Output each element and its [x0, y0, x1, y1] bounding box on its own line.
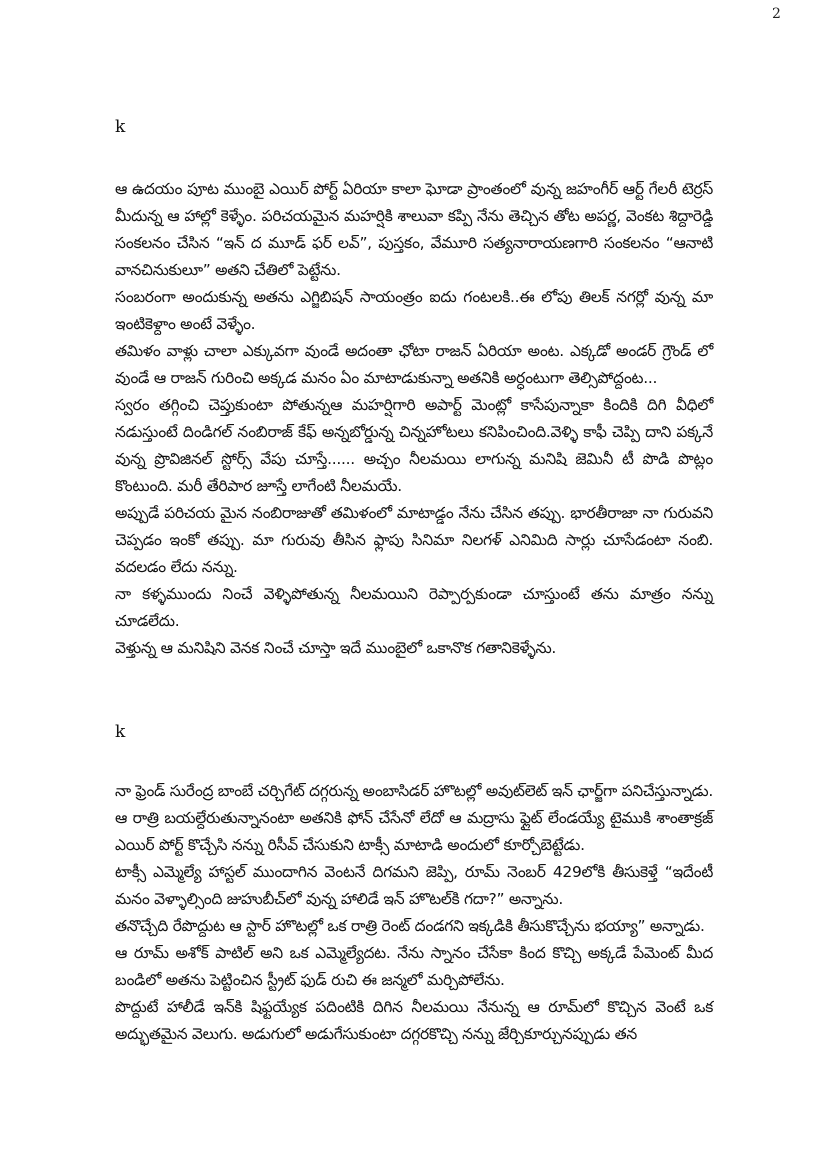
paragraph: ఆ రాత్రి బయల్దేరుతున్నానంటా అతనికి ఫోన్ చేసేనో లేదో ఆ మద్రాసు ఫ్లైట్ లేండయ్యే టైముకి శాంతాక్రజ్ ఎయిర్ పోర్ట్ కొచ్చేసి నన్ను రిసీవ్ చేసుకుని టాక్సీ మాటాడి అందులో కూర్చోబెట్టేడు. [115, 809, 713, 854]
paragraph: అప్పుడే పరిచయ మైన నంబిరాజుతో తమిళంలో మాటాడ్డం నేను చేసిన తప్పు. భారతీరాజా నా గురువని చెప్పడం ఇంకో తప్పు. మా గురువు తీసిన ఫ్లాపు సినిమా నిలగళ్ ఎనిమిది సార్లు చూసేడంటా నంబి. వదలడం లేదు నన్ను. [115, 504, 713, 576]
paragraph: తమిళం వాళ్లు చాలా ఎక్కువగా వుండే అదంతా ఛోటా రాజన్ ఏరియా అంట. ఎక్కడో అండర్ గ్రౌండ్ లో వుండే ఆ రాజన్ గురించి అక్కడ మనం ఏం మాటాడుకున్నా అతనికి అర్ధంటుగా తెల్సిపోద్దంట... [115, 342, 713, 387]
paragraph: నా ఫ్రెండ్ సురేంద్ర బాంబే చర్చిగేట్ దగ్గరున్న అంబాసిడర్ హొటల్లో అవుట్‌లెట్ ఇన్ ఛార్జ్‌గా పనిచేస్తున్నాడు. [115, 782, 713, 800]
section-body [115, 176, 713, 662]
paragraph: ఆ ఉదయం పూట ముంబై ఎయిర్ పోర్ట్ ఏరియా కాలా ఘోడా ప్రాంతంలో వున్న జహంగీర్ ఆర్ట్ గేలరీ టెర్రస్ మీదున్న ఆ హాల్లో కెళ్ళేం. పరిచయమైన మహర్షికి శాలువా కప్పి నేను తెచ్చిన తోట అపర్ణ, వెంకట శిద్దారెడ్డి సంకలనం చేసిన “ఇన్ ద మూడ్ ఫర్ లవ్”, పుస్తకం, వేమూరి సత్యనారాయణగారి సంకలనం “ఆనాటి వానచినుకులూ” అతని చేతిలో పెట్టేను. [115, 180, 713, 279]
paragraph: తనొచ్చేది రేపొద్దుట ఆ స్టార్ హొటల్లో ఒక రాత్రి రెంట్ దండగని ఇక్కడికి తీసుకొచ్చేను భయ్యా” అన్నాడు. [115, 917, 705, 935]
paragraph: వెళ్తున్న ఆ మనిషిని వెనక నించే చూస్తా ఇదే ముంబైలో ఒకానొక గతానికెళ్ళేను. [115, 639, 557, 657]
section-mark: k [115, 117, 126, 137]
page-number: 2 [772, 6, 781, 22]
paragraph: నా కళ్ళముందు నించే వెళ్ళిపోతున్న నీలమయిని రెప్పార్పకుండా చూస్తుంటే తను మాత్రం నన్ను చూడలేదు. [115, 585, 713, 630]
paragraph: ఆ రూమ్ అశోక్ పాటిల్ అని ఒక ఎమ్మెల్యేదట. నేను స్నానం చేసేకా కింద కొచ్చి అక్కడే పేమెంట్ మీద బండిలో అతను పెట్టించిన స్ట్రీట్ ఫుడ్ రుచి ఈ జన్మలో మర్చిపోలేను. [115, 944, 713, 989]
paragraph: టాక్సీ ఎమ్మెల్యే హాస్టల్ ముందాగిన వెంటనే దిగమని జెప్పి, రూమ్ నెంబర్ 429లోకి తీసుకెళ్తే “ఇదేంటీ మనం వెళ్ళాల్సింది జుహుబీచ్‌లో వున్న హాలిడే ఇన్ హొటల్‌కి గదా?” అన్నాను. [115, 863, 713, 908]
paragraph: స్వరం తగ్గించి చెప్తుకుంటా పోతున్నఆ మహర్షిగారి అపార్ట్ మెంట్లో కాసేపున్నాకా కిందికి దిగి వీధిలో నడుస్తుంటే దిండిగల్ నంబిరాజ్ కేఫ్ అన్నబోర్డున్న చిన్నహోటలు కనిపించింది.వెళ్ళి కాఫీ చెప్పి దాని పక్కనే వున్న ప్రొవిజినల్ స్టోర్స్ వేపు చూస్తే...... అచ్చం నీలమయి లాగున్న మనిషి జెమినీ టీ పొడి పొట్లం కొంటుంది. మరీ తేరిపార జూస్తే లాగేంటి నీలమయే. [115, 396, 713, 495]
section-body [115, 778, 713, 1048]
section-mark: k [115, 722, 126, 742]
paragraph: పొద్దుటే హాలీడే ఇన్‌కి షిఫ్టయ్యేక పదింటికి దిగిన నీలమయి నేనున్న ఆ రూమ్‌లో కొచ్చిన వెంటే ఒక అద్భుతమైన వెలుగు. అడుగులో అడుగేసుకుంటా దగ్గరకొచ్చి నన్ను జేర్చికూర్చునప్పుడు తన [115, 998, 713, 1043]
paragraph: సంబరంగా అందుకున్న అతను ఎగ్జిబిషన్ సాయంత్రం ఐదు గంటలకి..ఈ లోపు తిలక్ నగర్లో వున్న మా ఇంటికెళ్దాం అంటే వెళ్ళేం. [115, 288, 713, 333]
